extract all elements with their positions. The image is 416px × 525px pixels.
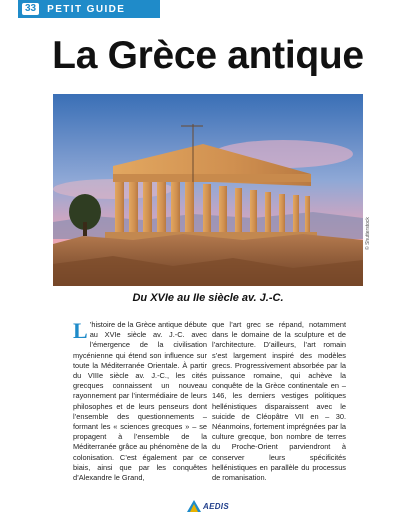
series-name: PETIT GUIDE xyxy=(47,3,126,15)
period-subtitle: Du XVIe au IIe siècle av. J.-C. xyxy=(132,292,284,304)
publisher-emblem-icon xyxy=(187,500,201,512)
series-header xyxy=(18,0,160,18)
body-column-1 xyxy=(73,320,207,483)
body-column-2 xyxy=(212,320,346,483)
publisher-name: AEDIS xyxy=(203,501,229,511)
page-title: La Grèce antique xyxy=(52,34,364,77)
drop-cap: L xyxy=(73,318,88,343)
body-text-2: que l’art grec se répand, notamment dans le domaine de la sculpture et de l’architecture. D’ailleurs, l’art romain s’est largement inspiré des modèles grecs. Progressivement absorbée par la puissance romaine, qui achève la conquête de la Grèce continentale en –146, les derniers vestiges politiques hellénistiques disparaissent avec le suicide de Cléopâtre VII en – 30. Néanmoins, fortement imprégnées par la culture grecque, bon nombre de terres du Proche-Orient parviendront à conserver leurs spécificités hellénistiques en parallèle du processus de romanisation. xyxy=(212,320,346,483)
body-text-1: ’histoire de la Grèce antique débute au XVIe siècle av. J.-C. avec l’émergence de la civilisation mycénienne qui étend son influence sur toute la Méditerranée Orientale. À partir du VIIIe siècle av. J.-C., les cités grecques connaissent un nouveau rayonnement par l’intermédiaire de leurs philosophes et de leurs penseurs dont l’ensemble des questionnements – formant les « sciences grecques » – se propagent à l’ensemble de la Méditerranée grâce au phénomène de la colonisation. C’est également par ce biais, ainsi que par les conquêtes d’Alexandre le Grand, xyxy=(73,320,207,483)
photo-credit: © Shutterstock xyxy=(365,217,371,250)
parthenon-photo xyxy=(53,94,363,286)
guide-number: 33 xyxy=(22,3,39,15)
publisher-logo xyxy=(0,499,416,517)
